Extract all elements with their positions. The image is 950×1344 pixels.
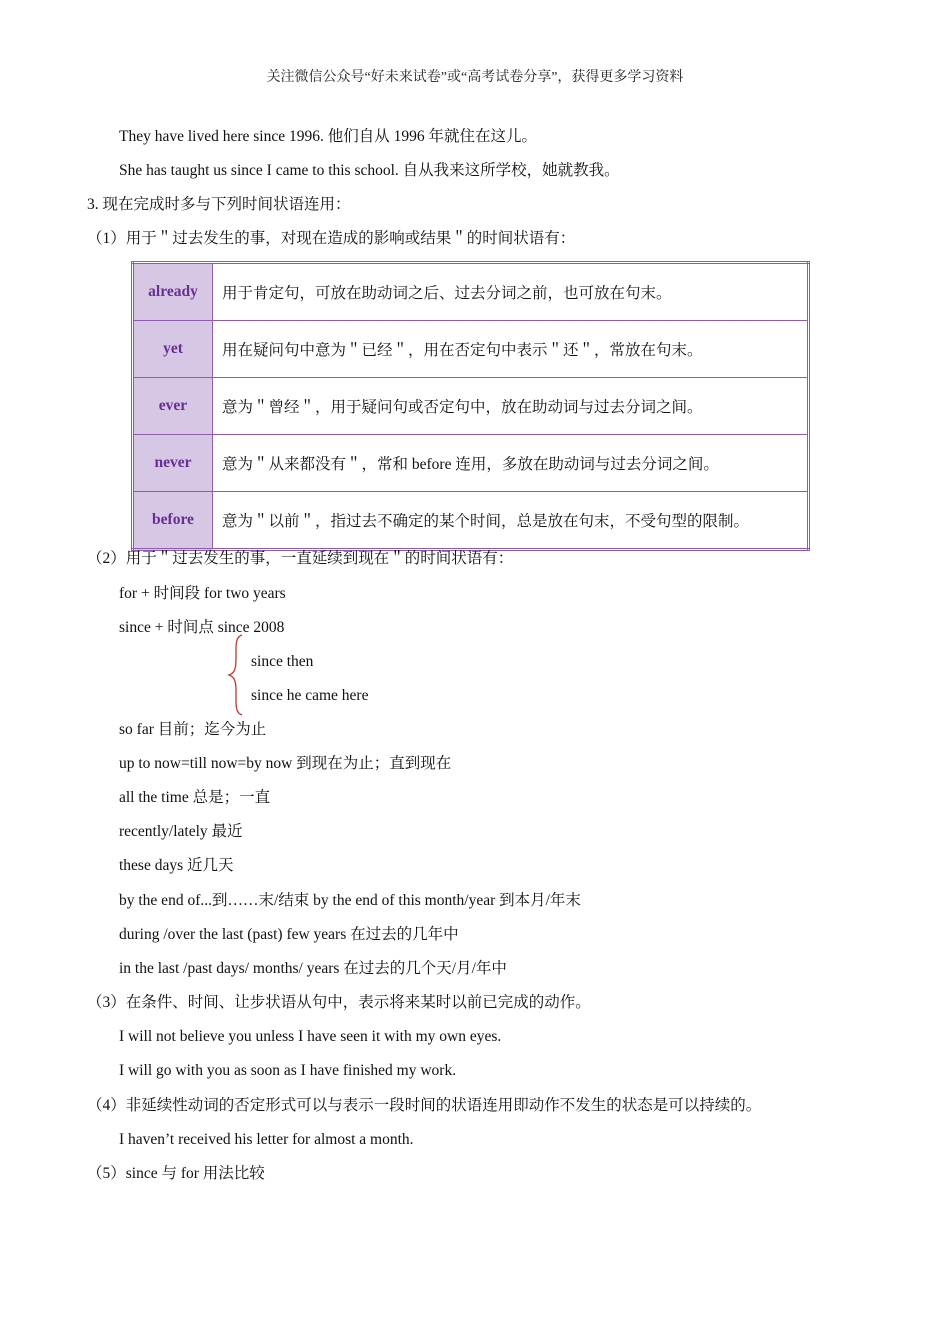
list-item: in the last /past days/ months/ years 在过去的几个天/月/年中 — [119, 960, 507, 977]
since-example: since then — [251, 653, 314, 670]
example-sentence: They have lived here since 1996. 他们自从 1996 年就住在这儿。 — [119, 128, 537, 145]
list-item: all the time 总是；一直 — [119, 789, 271, 806]
table-keyword: yet — [133, 321, 213, 378]
subpoint-5: （5）since 与 for 用法比较 — [87, 1165, 265, 1182]
list-item: so far 目前；迄今为止 — [119, 721, 267, 738]
subpoint-3: （3）在条件、时间、让步状语从句中，表示将来某时以前已完成的动作。 — [87, 994, 591, 1011]
table-description: 用于肯定句，可放在助动词之后、过去分词之前，也可放在句末。 — [213, 263, 809, 321]
table-description: 意为＂以前＂，指过去不确定的某个时间，总是放在句末，不受句型的限制。 — [213, 492, 809, 550]
subpoint-4: （4）非延续性动词的否定形式可以与表示一段时间的状语连用即动作不发生的状态是可以持续的。 — [87, 1097, 762, 1114]
for-usage: for + 时间段 for two years — [119, 585, 286, 602]
table-keyword: already — [133, 263, 213, 321]
subpoint-1: （1）用于＂过去发生的事，对现在造成的影响或结果＂的时间状语有： — [87, 230, 576, 247]
table-description: 意为＂曾经＂，用于疑问句或否定句中，放在助动词与过去分词之间。 — [213, 378, 809, 435]
table-row — [133, 321, 809, 378]
table-row — [133, 263, 809, 321]
list-item: during /over the last (past) few years 在过去的几年中 — [119, 926, 459, 943]
table-description: 用在疑问句中意为＂已经＂，用在否定句中表示＂还＂，常放在句末。 — [213, 321, 809, 378]
since-example: since he came here — [251, 687, 369, 704]
list-item: recently/lately 最近 — [119, 823, 243, 840]
table-keyword: before — [133, 492, 213, 550]
page-header: 关注微信公众号“好未来试卷”或“高考试卷分享”，获得更多学习资料 — [266, 70, 684, 85]
table-row — [133, 435, 809, 492]
example-sentence: She has taught us since I came to this school. 自从我来这所学校，她就教我。 — [119, 162, 620, 179]
list-item: up to now=till now=by now 到现在为止；直到现在 — [119, 755, 452, 772]
table-description: 意为＂从来都没有＂，常和 before 连用，多放在助动词与过去分词之间。 — [213, 435, 809, 492]
subpoint-2: （2）用于＂过去发生的事，一直延续到现在＂的时间状语有： — [87, 550, 514, 567]
example-sentence: I haven’t received his letter for almost a month. — [119, 1131, 414, 1148]
list-item: these days 近几天 — [119, 857, 234, 874]
example-sentence: I will go with you as soon as I have finished my work. — [119, 1062, 457, 1079]
point-3-heading: 3. 现在完成时多与下列时间状语连用： — [87, 196, 351, 213]
example-sentence: I will not believe you unless I have seen it with my own eyes. — [119, 1028, 502, 1045]
table-row — [133, 378, 809, 435]
list-item: by the end of...到……末/结束 by the end of this month/year 到本月/年末 — [119, 892, 581, 909]
table-keyword: never — [133, 435, 213, 492]
table-row — [133, 492, 809, 550]
since-usage: since + 时间点 since 2008 — [119, 619, 285, 636]
curly-brace-icon — [227, 634, 247, 716]
adverbial-table — [131, 261, 810, 551]
table-keyword: ever — [133, 378, 213, 435]
